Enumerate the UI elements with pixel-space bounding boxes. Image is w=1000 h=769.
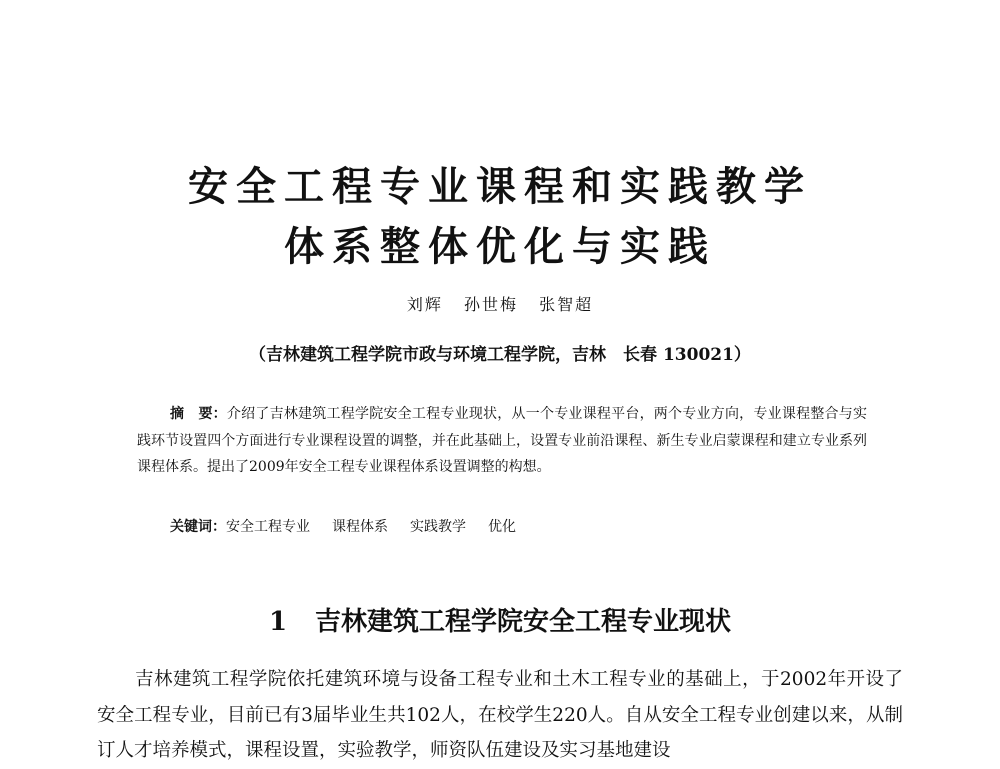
keyword: 课程体系 [332, 519, 388, 535]
keywords [170, 516, 538, 536]
author-name: 张智超 [539, 295, 594, 314]
author-list [0, 292, 1000, 315]
keyword: 实践教学 [410, 519, 466, 535]
section-title: 吉林建筑工程学院安全工程专业现状 [315, 607, 732, 637]
body-paragraph: 吉林建筑工程学院依托建筑环境与设备工程专业和土木工程专业的基础上，于2002年开设了安全工程专业，目前已有3届毕业生共102人，在校学生220人。自从安全工程专业创建以来，从制订人才培养模式，课程设置，实验教学，师资队伍建设及实习基地建设 [97, 669, 903, 761]
paper-title-line-2: 体系整体优化与实践 [284, 223, 716, 270]
keyword: 安全工程专业 [226, 519, 310, 535]
abstract-text: 介绍了吉林建筑工程学院安全工程专业现状，从一个专业课程平台，两个专业方向，专业课程整合与实践环节设置四个方面进行专业课程设置的调整，并在此基础上，设置专业前沿课程、新生专业启蒙课程和建立专业系列课程体系。提出了2009年安全工程专业课程体系设置调整的构想。 [137, 406, 868, 475]
section-heading [0, 601, 1000, 638]
author-name: 刘辉 [406, 295, 443, 314]
paper-title-line-1: 安全工程专业课程和实践教学 [188, 163, 812, 210]
abstract [137, 401, 867, 481]
keyword: 优化 [488, 519, 516, 535]
section-number: 1 [268, 607, 288, 637]
author-name: 孙世梅 [463, 295, 518, 314]
keywords-label: 关键词： [170, 519, 226, 535]
author-affiliation: （吉林建筑工程学院市政与环境工程学院，吉林 长春 130021） [249, 345, 751, 365]
abstract-label: 摘 要： [170, 406, 227, 422]
